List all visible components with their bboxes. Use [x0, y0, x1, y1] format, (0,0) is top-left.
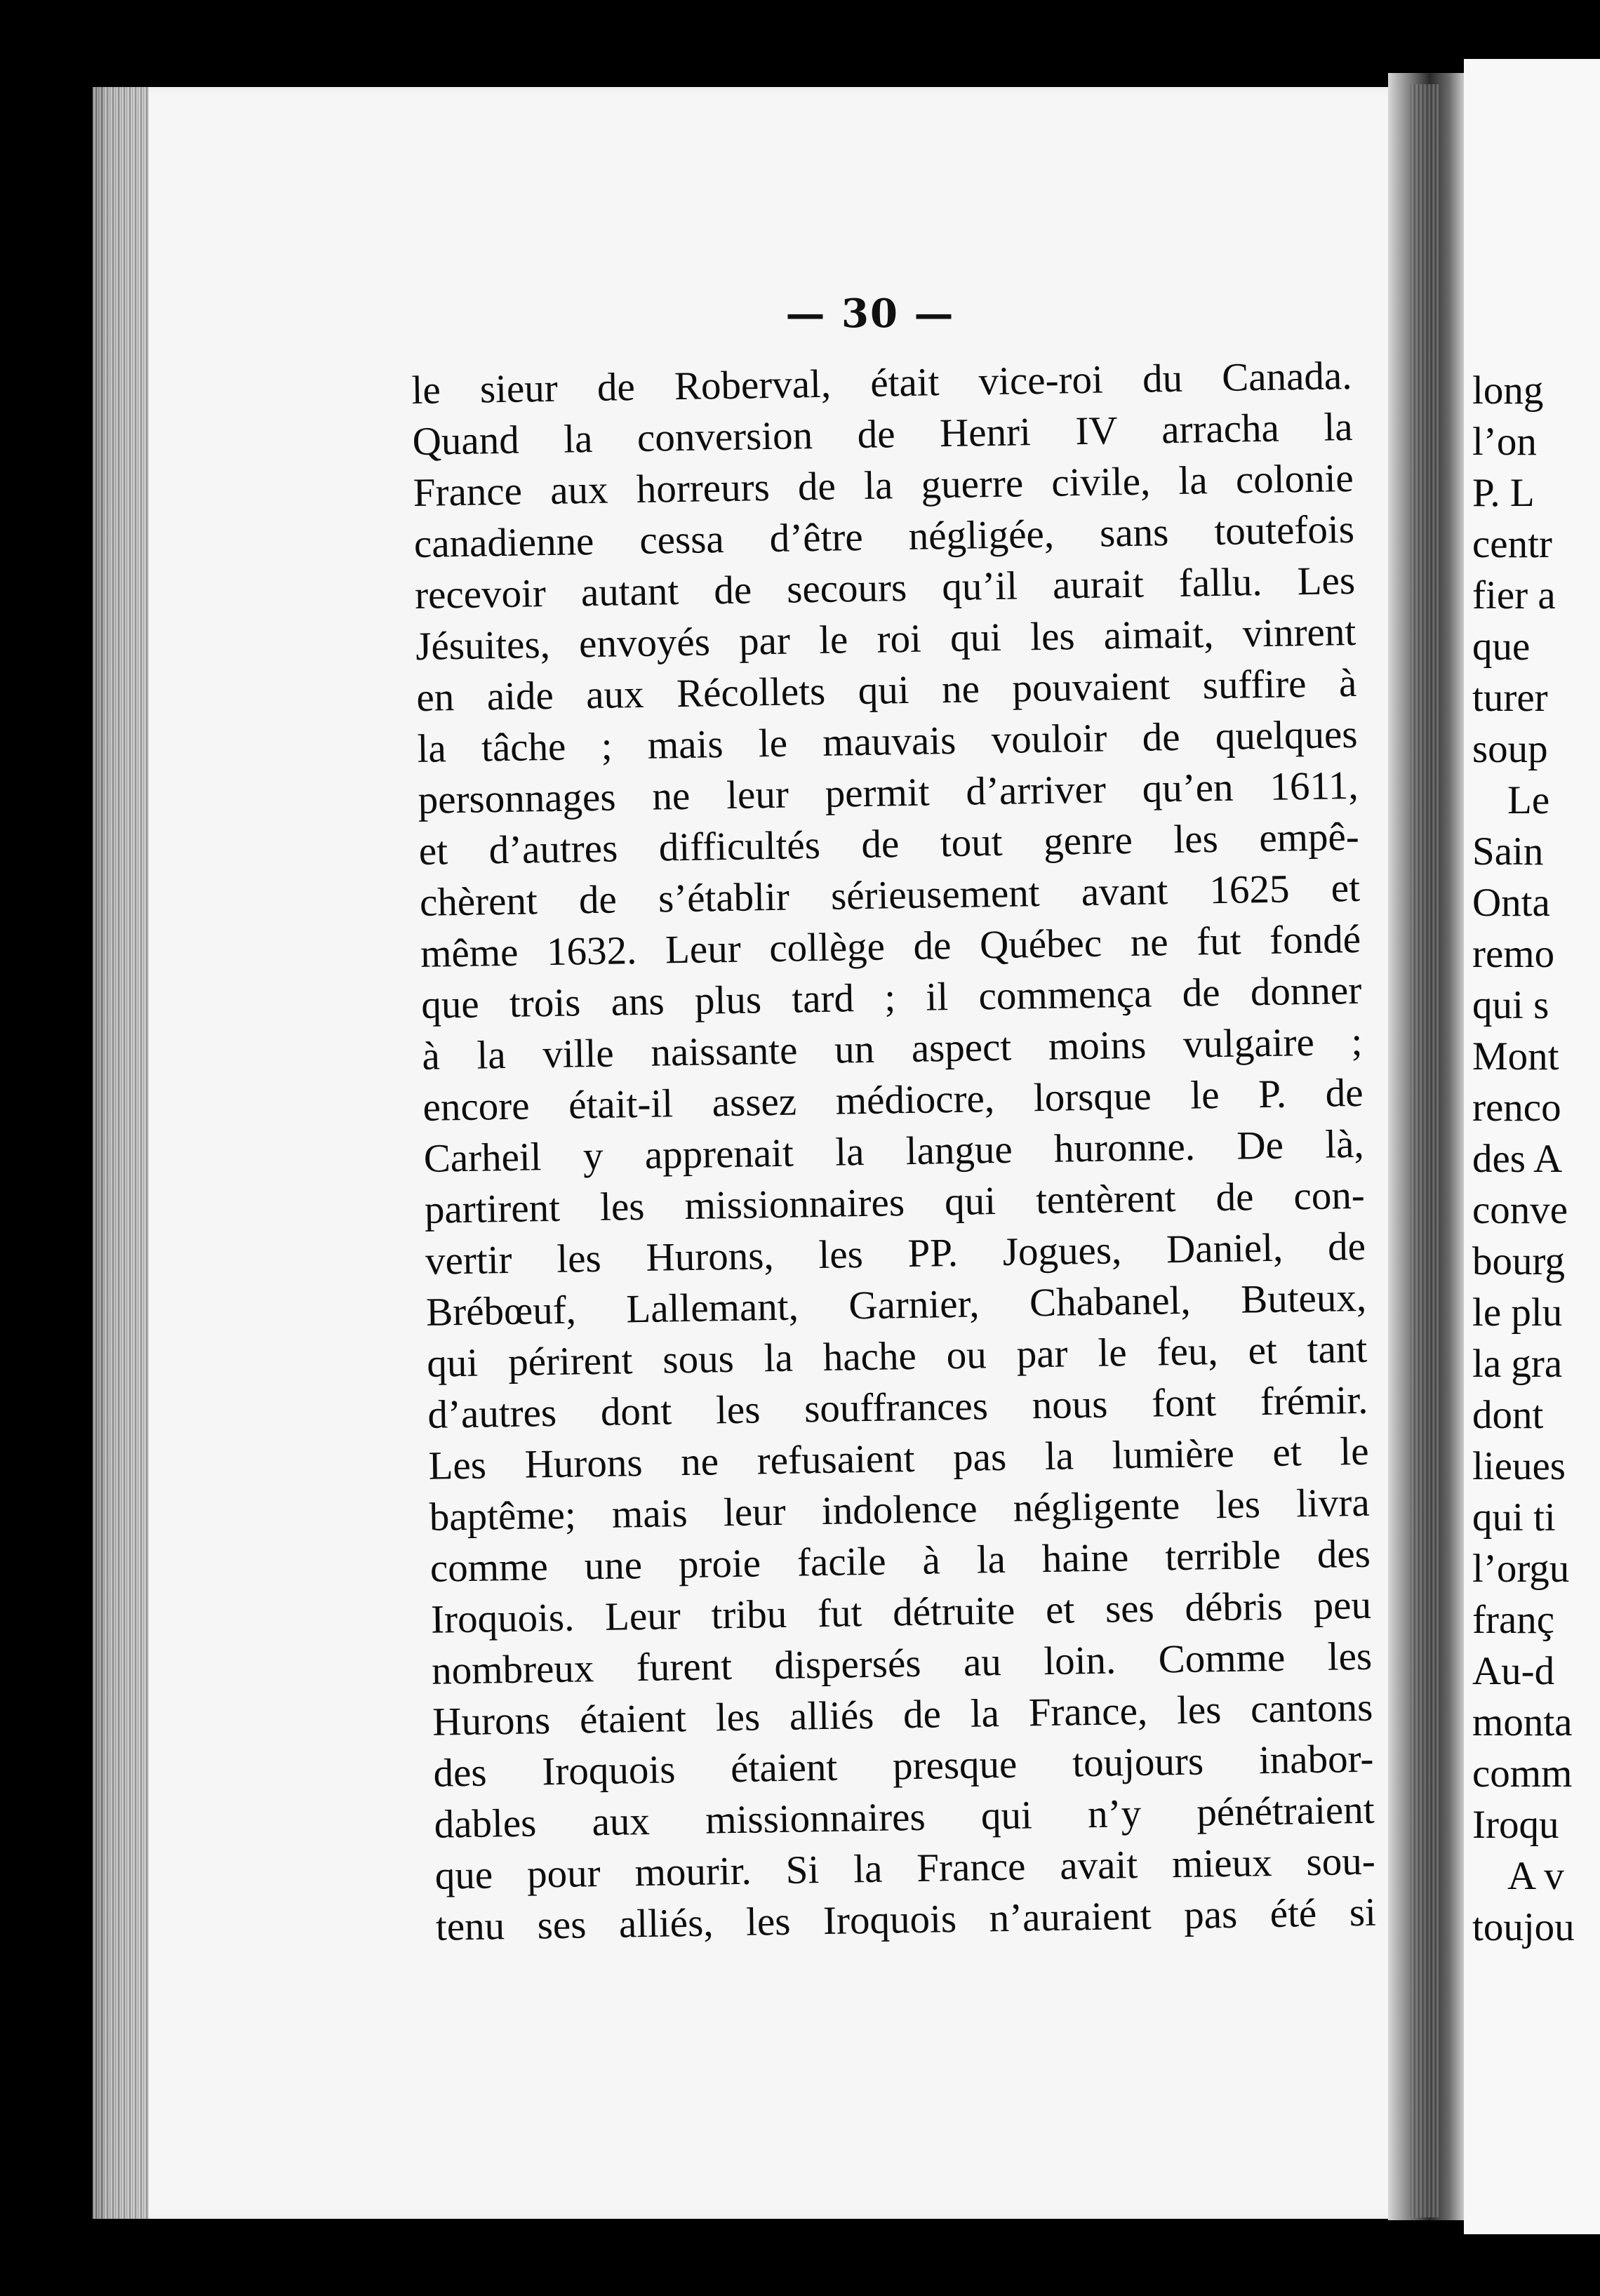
- right-page-line: bourg: [1472, 1239, 1565, 1283]
- text-line: partirent les missionnaires qui tentèrent de con-: [424, 1173, 1366, 1232]
- text-line: encore était-il assez médiocre, lorsque le P. de: [422, 1070, 1364, 1130]
- right-page-line: A v: [1507, 1854, 1564, 1898]
- text-line: personnages ne leur permit d’arriver qu’en 1611,: [418, 763, 1359, 822]
- body-text: [411, 350, 1376, 1953]
- right-page-line: remo: [1472, 932, 1555, 976]
- right-page-line: monta: [1472, 1700, 1573, 1744]
- text-line: Quand la conversion de Henri IV arracha la: [412, 404, 1354, 464]
- gutter-edge-stripes: [1411, 84, 1439, 2217]
- text-line: nombreux furent dispersés au loin. Comme les: [431, 1634, 1373, 1693]
- right-page-line: long: [1472, 368, 1544, 413]
- right-page-line: des A: [1472, 1137, 1563, 1181]
- right-page-line: dont: [1472, 1393, 1544, 1437]
- page-edge-stripes: [93, 87, 149, 2219]
- text-line: et d’autres difficultés de tout genre les empê-: [418, 814, 1360, 874]
- text-line: même 1632. Leur collège de Québec ne fut fondé: [420, 916, 1361, 976]
- text-line: que trois ans plus tard ; il commença de donner: [420, 968, 1362, 1027]
- text-line: dables aux missionnaires qui n’y pénétraient: [434, 1787, 1375, 1847]
- right-page-line: l’orgu: [1472, 1547, 1570, 1591]
- text-line: le sieur de Roberval, était vice-roi du Canada.: [411, 353, 1352, 413]
- right-page-line: turer: [1472, 676, 1548, 720]
- right-page-line: lieues: [1472, 1444, 1566, 1488]
- right-page-line: Sain: [1472, 829, 1544, 874]
- text-line: baptême; mais leur indolence négligente les livra: [429, 1480, 1371, 1540]
- text-line: Iroquois. Leur tribu fut détruite et ses débris peu: [430, 1582, 1372, 1642]
- text-line: Brébœuf, Lallemant, Garnier, Chabanel, Buteux,: [425, 1275, 1367, 1335]
- text-line: Hurons étaient les alliés de la France, les cantons: [432, 1685, 1373, 1744]
- right-page-line: conve: [1472, 1188, 1568, 1232]
- right-page-line: Mont: [1472, 1034, 1559, 1079]
- right-page-line: comm: [1472, 1751, 1573, 1796]
- text-line: la tâche ; mais le mauvais vouloir de quelques: [417, 712, 1358, 771]
- text-line: à la ville naissante un aspect moins vulgaire ;: [421, 1019, 1363, 1079]
- right-page-line: Onta: [1472, 881, 1550, 925]
- right-page-line: la gra: [1472, 1342, 1563, 1386]
- text-line: Jésuites, envoyés par le roi qui les aimait, vinrent: [415, 609, 1356, 669]
- text-line: Les Hurons ne refusaient pas la lumière et le: [428, 1429, 1369, 1488]
- right-page-line: que: [1472, 625, 1531, 669]
- right-page-line: Iroqu: [1472, 1803, 1559, 1847]
- right-page-line: soup: [1472, 727, 1548, 771]
- text-line: tenu ses alliés, les Iroquois n’auraient pas été si: [435, 1890, 1377, 1949]
- right-page-text: [1472, 365, 1600, 1953]
- text-line: chèrent de s’établir sérieusement avant 1625 et: [419, 865, 1361, 925]
- text-line: vertir les Hurons, les PP. Jogues, Daniel, de: [425, 1224, 1366, 1283]
- right-page-line: P. L: [1472, 471, 1535, 515]
- right-page-line: franç: [1472, 1598, 1555, 1642]
- text-line: canadienne cessa d’être négligée, sans toutefois: [413, 507, 1355, 566]
- text-line: France aux horreurs de la guerre civile, la colonie: [413, 455, 1354, 515]
- text-line: qui périrent sous la hache ou par le feu, et tant: [426, 1326, 1368, 1386]
- right-page-line: Au-d: [1472, 1649, 1555, 1693]
- right-page-line: le plu: [1472, 1290, 1563, 1335]
- text-line: des Iroquois étaient presque toujours inabor-: [433, 1736, 1374, 1796]
- page-number: — 30 —: [785, 291, 955, 337]
- text-line: recevoir autant de secours qu’il aurait fallu. Les: [414, 558, 1356, 618]
- right-page-line: centr: [1472, 522, 1552, 566]
- text-line: Carheil y apprenait la langue huronne. De là,: [423, 1121, 1365, 1181]
- right-page-line: renco: [1472, 1086, 1561, 1130]
- right-page-line: qui s: [1472, 983, 1549, 1027]
- right-page-line: fier a: [1472, 573, 1556, 618]
- right-page-line: l’on: [1472, 420, 1537, 464]
- text-line: d’autres dont les souffrances nous font frémir.: [427, 1377, 1368, 1437]
- text-line: en aide aux Récollets qui ne pouvaient suffire à: [415, 660, 1357, 720]
- text-line: que pour mourir. Si la France avait mieux sou-: [434, 1838, 1376, 1898]
- text-line: comme une proie facile à la haine terrible des: [429, 1531, 1371, 1591]
- right-page-line: qui ti: [1472, 1495, 1556, 1540]
- right-page-line: toujou: [1472, 1905, 1575, 1949]
- right-page-line: Le: [1507, 778, 1550, 822]
